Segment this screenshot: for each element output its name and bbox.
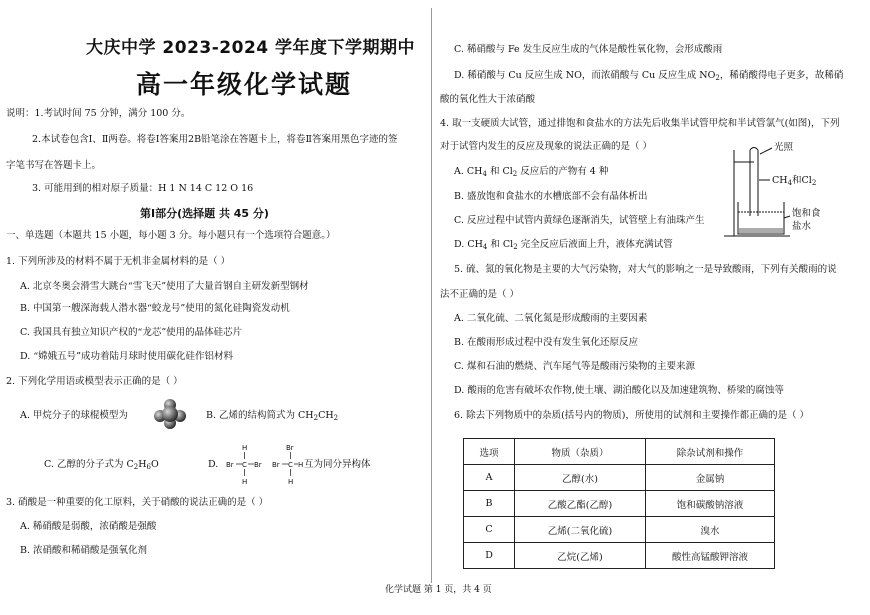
table-cell: B	[464, 491, 515, 517]
column-divider	[431, 8, 432, 583]
q4-option-d: D. $CH_4$ 和 $Cl_2$ 完全反应后液面上升，液体充满试管	[454, 239, 673, 251]
q1-option-b: B. 中国第一艘深海载人潜水器“蛟龙号”使用的氮化硅陶瓷发动机	[20, 303, 290, 314]
struct1-br-right: Br	[254, 461, 262, 469]
page-footer: 化学试题 第 1 页，共 4 页	[385, 585, 492, 595]
fig-salt-label-2: 盐水	[792, 221, 812, 232]
q4-stem-line1: 4. 取一支硬质大试管，通过排饱和食盐水的方法先后收集半试管甲烷和半试管氯气(如图)，下列	[440, 118, 840, 129]
instruction-4: 3. 可能用到的相对原子质量：H 1 N 14 C 12 O 16	[32, 183, 254, 194]
table-cell: A	[464, 465, 515, 491]
table-cell: 饱和碳酸钠溶液	[646, 491, 775, 517]
q1-stem: 1. 下列所涉及的材料不属于无机非金属材料的是（ ）	[6, 256, 231, 267]
table-cell: D	[464, 543, 515, 569]
table-header-row	[464, 439, 775, 465]
table-row	[464, 465, 775, 491]
page-title: 高一年级化学试题	[136, 70, 353, 99]
q2-option-c: C. 乙醇的分子式为 $C_2H_6O$	[44, 459, 159, 471]
q5-option-d: D. 酸雨的危害有破坏农作物,使土壤、湖泊酸化以及加速建筑物、桥梁的腐蚀等	[454, 385, 784, 396]
q6-stem: 6. 除去下列物质中的杂质(括号内的物质)，所使用的试剂和主要操作都正确的是（ ）	[454, 410, 810, 421]
struct2-c: C	[288, 461, 293, 469]
q5-option-c: C. 煤和石油的燃烧、汽车尾气等是酸雨污染物的主要来源	[454, 361, 695, 372]
q4-option-b: B. 盛放饱和食盐水的水槽底部不会有晶体析出	[454, 191, 648, 202]
methane-ball-stick-model	[152, 399, 188, 429]
q4-option-c: C. 反应过程中试管内黄绿色逐渐消失，试管壁上有油珠产生	[454, 215, 705, 226]
q2-option-d-text: 互为同分异构体	[304, 459, 371, 470]
table-row	[464, 543, 775, 569]
fig-salt-label-1: 饱和食	[792, 208, 821, 219]
q4-stem-line2: 对于试管内发生的反应及现象的说法正确的是（ ）	[440, 141, 653, 152]
struct2-h-right: H	[298, 461, 304, 469]
q6-options-table	[463, 438, 775, 569]
q4-option-a: A. $CH_4$ 和 $Cl_2$ 反应后的产物有 4 种	[454, 166, 609, 178]
q2-option-b: B. 乙烯的结构简式为 $CH_2CH_2$	[206, 410, 339, 422]
struct2-br-top: Br	[286, 444, 294, 452]
fig-gas-label: $CH_4$和$Cl_2$	[772, 175, 817, 187]
q3-option-d-line1: D. 稀硝酸与 Cu 反应生成 NO，而浓硝酸与 Cu 反应生成 $NO_2$，稀硝酸得电子更多，故稀硝	[454, 70, 844, 82]
table-cell: 溴水	[646, 517, 775, 543]
q3-option-b: B. 浓硝酸和稀硝酸是强氧化剂	[20, 545, 148, 556]
table-cell: 乙烷(乙烯)	[515, 543, 646, 569]
section-heading: 一、单选题（本题共 15 小题，每小题 3 分。每小题只有一个选项符合题意。）	[6, 230, 336, 241]
table-cell: 酸性高锰酸钾溶液	[646, 543, 775, 569]
fig-light-label: 光照	[774, 142, 794, 153]
q5-option-b: B. 在酸雨形成过程中没有发生氧化还原反应	[454, 337, 639, 348]
struct1-br-left: Br	[226, 461, 234, 469]
q5-option-a: A. 二氧化硫、二氧化氮是形成酸雨的主要因素	[454, 313, 648, 324]
part1-heading: 第Ⅰ部分(选择题 共 45 分)	[140, 207, 269, 220]
q1-option-a: A. 北京冬奥会滑雪大跳台“雪飞天”使用了大量首钢自主研发新型钢材	[20, 281, 309, 292]
struct1-h-top: H	[242, 444, 248, 452]
q3-option-a: A. 稀硝酸是弱酸，浓硝酸是强酸	[20, 521, 157, 532]
table-header-cell: 除杂试剂和操作	[646, 439, 775, 465]
table-cell: 乙酸乙酯(乙醇)	[515, 491, 646, 517]
table-row	[464, 491, 775, 517]
struct1-c: C	[242, 461, 247, 469]
q2-option-d-label: D.	[208, 459, 219, 470]
struct2-h-bottom: H	[288, 478, 294, 486]
q1-option-d: D. “嫦娥五号”成功着陆月球时使用碳化硅作铝材料	[20, 351, 234, 362]
q2-stem: 2. 下列化学用语或模型表示正确的是（ ）	[6, 376, 183, 387]
table-cell: 乙醇(水)	[515, 465, 646, 491]
q3-stem: 3. 硝酸是一种重要的化工原料，关于硝酸的说法正确的是（ ）	[6, 497, 269, 508]
struct1-h-bottom: H	[242, 478, 248, 486]
instruction-3: 字笔书写在答题卡上。	[6, 160, 102, 171]
table-cell: C	[464, 517, 515, 543]
q3-option-c: C. 稀硝酸与 Fe 发生反应生成的气体是酸性氧化物，会形成酸雨	[454, 44, 723, 55]
table-cell: 金属钠	[646, 465, 775, 491]
instruction-1: 说明：1.考试时间 75 分钟，满分 100 分。	[6, 108, 191, 119]
q5-stem-line2: 法不正确的是（ ）	[440, 289, 520, 300]
q5-stem-line1: 5. 硫、氮的氧化物是主要的大气污染物，对大气的影响之一是导致酸雨，下列有关酸雨的说	[454, 264, 837, 275]
q2-option-a: A. 甲烷分子的球棍模型为	[20, 410, 128, 421]
table-header-cell: 选项	[464, 439, 515, 465]
dibromomethane-structures	[226, 442, 306, 488]
q3-option-d-line2: 酸的氧化性大于浓硝酸	[440, 94, 536, 105]
table-header-cell: 物质（杂质）	[515, 439, 646, 465]
table-cell: 乙烯(二氧化硫)	[515, 517, 646, 543]
q1-option-c: C. 我国具有独立知识产权的“龙芯”使用的晶体硅芯片	[20, 327, 243, 338]
struct2-br-left: Br	[272, 461, 280, 469]
instruction-2: 2.本试卷包含Ⅰ、Ⅱ两卷。将卷Ⅰ答案用2B铅笔涂在答题卡上，将卷Ⅱ答案用黑色字迹的签	[32, 134, 398, 145]
table-row	[464, 517, 775, 543]
school-line: 大庆中学 2023-2024 学年度下学期期中	[86, 38, 416, 58]
